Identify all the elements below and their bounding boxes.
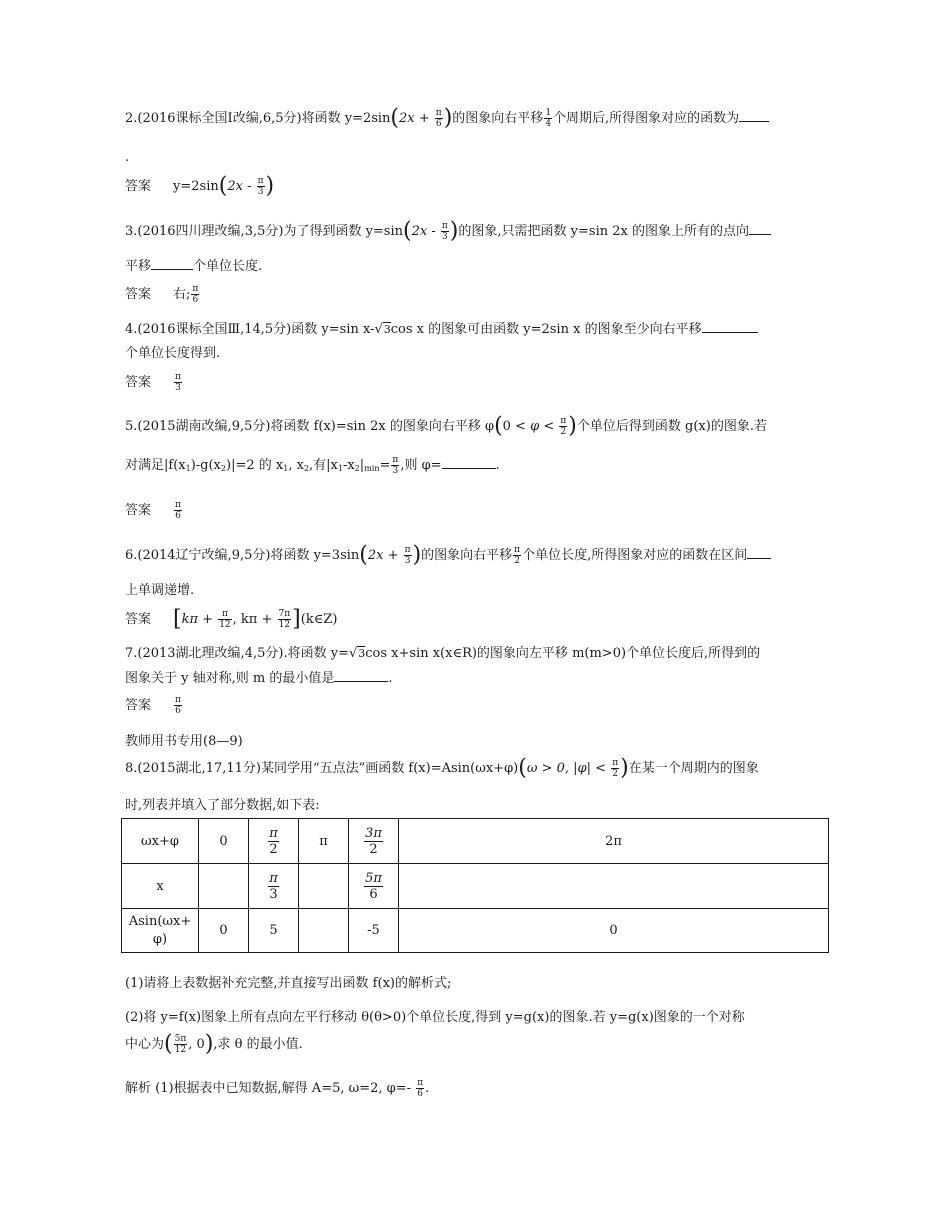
q2-paren-close: ) — [443, 105, 453, 131]
q5-frac-pi3: $\frac{\pi}{3}$ — [392, 455, 399, 476]
q3-answer: 答案 右; $\frac{\pi}{6}$ — [125, 284, 199, 305]
q8-line2: 时,列表并填入了部分数据,如下表: — [125, 798, 320, 813]
q3-stem: 3.(2016四川理改编,3,5分)为了得到函数 y=sin(2x - $\frac{\pi}{3}$ )的图象,只需把函数 y=sin 2x 的图象上所有的点向 — [125, 221, 771, 242]
q4-stem: 4.(2016课标全国Ⅲ,14,5分)函数 y=sin x-√3cos x 的图象可由函数 y=2sin x 的图象至少向右平移 — [125, 320, 758, 339]
q6-frac-pi2: $\frac{\pi}{2}$ — [514, 545, 521, 566]
sqrt-symbol: √ — [348, 646, 358, 661]
q6-frac-pi3: $\frac{\pi}{3}$ — [404, 545, 411, 566]
table-cell: Asin(ωx+ φ) — [122, 909, 199, 953]
q7-line2: 图象关于 y 轴对称,则 m 的最小值是 . — [125, 671, 393, 686]
table-cell: 0 — [399, 909, 829, 953]
q5-answer-frac: $\frac{\pi}{6}$ — [175, 500, 181, 521]
table-row — [122, 864, 829, 909]
table-cell — [199, 864, 249, 909]
table-cell: x — [122, 864, 199, 909]
q6-stem: 6.(2014辽宁改编,9,5分)将函数 y=3sin(2x + $\frac{\pi}{3}$ )的图象向右平移 $\frac{\pi}{2}$ 个单位长度,所得图象对应的函数在区间 — [125, 545, 771, 566]
q2-blank — [739, 109, 769, 122]
q2-answer: 答案 y=2sin(2x - $\frac{\pi}{3}$ ) — [125, 173, 275, 199]
five-point-table — [121, 818, 829, 953]
q8-solution-frac: $\frac{\pi}{6}$ — [417, 1078, 424, 1099]
q8-solution: 解析 (1)根据表中已知数据,解得 A=5, ω=2, φ=- $\frac{\pi}{6}$ . — [125, 1078, 430, 1099]
q3-blank-direction — [749, 222, 771, 235]
q8-part2-line2: 中心为( $\frac{5\pi}{12}$ , 0),求 θ 的最小值. — [125, 1031, 303, 1057]
q3-line2: 平移 个单位长度. — [125, 259, 263, 274]
q5-answer: 答案 $\frac{\pi}{6}$ — [125, 500, 181, 521]
q5-line2: 对满足$|f(x_1)-g(x_2)|=2$ 的 $x_1$, $x_2$,有$|x_1-x_2|_{min}=$ $\frac{\pi}{3}$ ,则 φ= . — [125, 455, 500, 476]
table-cell: 2π — [399, 819, 829, 864]
q5-stem: 5.(2015湖南改编,9,5分)将函数 f(x)=sin 2x 的图象向右平移 φ(0 < φ < $\frac{\pi}{2}$ )个单位后得到函数 g(x)的图象.若 — [125, 413, 767, 439]
table-cell — [299, 909, 349, 953]
q2-answer-frac: $\frac{\pi}{3}$ — [257, 176, 264, 197]
teacher-note: 教师用书专用(8—9) — [125, 734, 243, 749]
q2-paren-open: ( — [390, 105, 400, 131]
q4-answer: 答案 $\frac{\pi}{3}$ — [125, 372, 181, 393]
q5-blank — [442, 456, 496, 469]
q4-blank — [702, 320, 758, 333]
table-cell: 0 — [199, 909, 249, 953]
q6-line2: 上单调递增. — [125, 583, 195, 598]
q6-blank — [747, 546, 771, 559]
q7-blank — [334, 669, 388, 682]
q4-answer-frac: $\frac{\pi}{3}$ — [175, 372, 181, 393]
q5-frac-pi2: $\frac{\pi}{2}$ — [560, 416, 567, 437]
q8-stem: 8.(2015湖北,17,11分)某同学用“五点法”画函数 f(x)=Asin(ωx+φ)(ω > 0, |φ| < $\frac{\pi}{2}$ )在某一个周期内的图象 — [125, 755, 759, 781]
table-cell — [399, 864, 829, 909]
q4-line2: 个单位长度得到. — [125, 346, 221, 361]
table-row — [122, 819, 829, 864]
q6-answer: 答案 [kπ + $\frac{\pi}{12}$ , kπ + $\frac{7\pi}{12}$ ](k∈Z) — [125, 606, 338, 632]
table-cell — [299, 864, 349, 909]
q2-tail: . — [125, 150, 130, 165]
q8-part1: (1)请将上表数据补充完整,并直接写出函数 f(x)的解析式; — [125, 976, 452, 991]
q3-blank-amount — [151, 257, 193, 270]
q7-stem: 7.(2013湖北理改编,4,5分).将函数 y=√3cos x+sin x(x∈R)的图象向左平移 m(m>0)个单位长度后,所得到的 — [125, 646, 761, 661]
q2-stem: 2.(2016课标全国Ⅰ改编,6,5分)将函数 y=2sin(2x + $\frac{\pi}{6}$ )的图象向右平移 $\frac{1}{4}$ 个周期后,所得图象对应的函数为 — [125, 108, 769, 129]
table-cell: ωx+φ — [122, 819, 199, 864]
table-cell: $\frac{\pi}{3}$ — [249, 864, 299, 909]
table-cell: 0 — [199, 819, 249, 864]
q2-frac-quarter: $\frac{1}{4}$ — [545, 108, 552, 129]
q7-answer-frac: $\frac{\pi}{6}$ — [175, 695, 181, 716]
q6-answer-frac-b: $\frac{7\pi}{12}$ — [278, 609, 291, 630]
q6-answer-frac-a: $\frac{\pi}{12}$ — [219, 609, 231, 630]
q3-answer-frac: $\frac{\pi}{6}$ — [192, 284, 199, 305]
q2-frac-pi6: $\frac{\pi}{6}$ — [435, 108, 442, 129]
table-cell: $\frac{\pi}{2}$ — [249, 819, 299, 864]
table-cell: 5 — [249, 909, 299, 953]
q8-frac-pi2: $\frac{\pi}{2}$ — [612, 758, 619, 779]
table-cell: $\frac{5\pi}{6}$ — [349, 864, 399, 909]
q3-frac: $\frac{\pi}{3}$ — [441, 221, 448, 242]
q8-part2: (2)将 y=f(x)图象上所有点向左平行移动 θ(θ>0)个单位长度,得到 y=g(x)的图象.若 y=g(x)图象的一个对称 — [125, 1010, 745, 1025]
sqrt-symbol: √ — [374, 322, 383, 337]
q8-center-frac: $\frac{5\pi}{12}$ — [174, 1034, 187, 1055]
table-cell: -5 — [349, 909, 399, 953]
q7-answer: 答案 $\frac{\pi}{6}$ — [125, 695, 181, 716]
table-cell: π — [299, 819, 349, 864]
table-cell: $\frac{3\pi}{2}$ — [349, 819, 399, 864]
table-row — [122, 909, 829, 953]
